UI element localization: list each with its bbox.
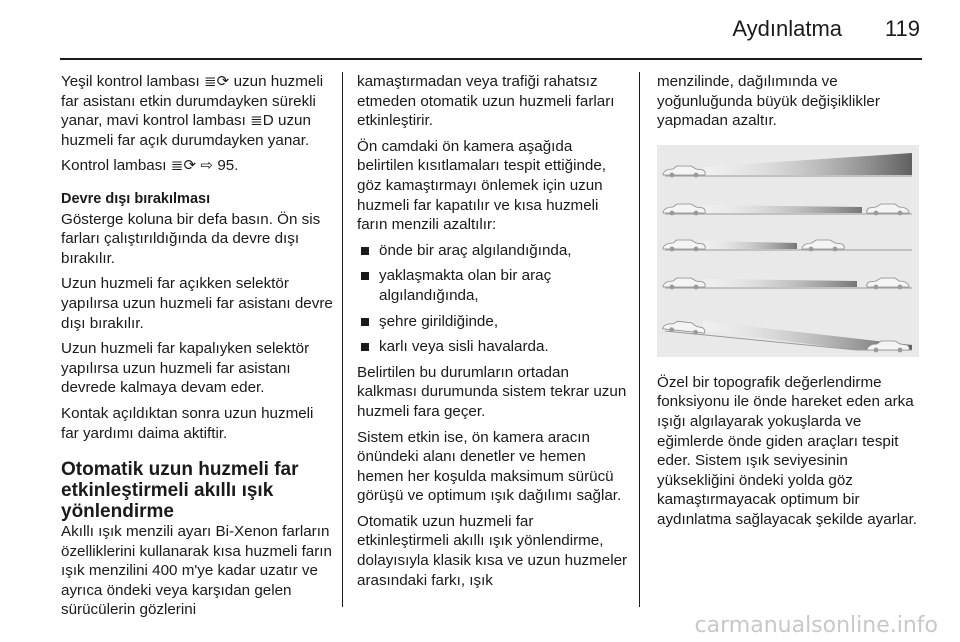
paragraph: Otomatik uzun huzmeli far etkinleştirmeli akıllı ışık yönlendirme, dolayısıyla klasik kısa ve uzun huzmeler arasındaki farkı, ışık xyxy=(357,512,628,589)
column-divider xyxy=(342,72,343,607)
scene-2 xyxy=(663,204,912,215)
list-item-text: önde bir araç algılandığında, xyxy=(379,241,572,259)
paragraph: Akıllı ışık menzili ayarı Bi-Xenon farların özelliklerini kullanarak kısa huzmeli farın ışık menzilini 400 m'ye kadar uzatır ve ayrıca öndeki veya karşıdan gelen sürücülerin gözlerini xyxy=(61,523,332,619)
column-divider xyxy=(639,72,640,607)
scene-4 xyxy=(663,278,912,289)
bullet-icon xyxy=(361,247,369,255)
chapter-title: Aydınlatma xyxy=(732,16,842,41)
column-3 xyxy=(657,72,923,536)
watermark: carmanualsonline.info xyxy=(694,613,938,638)
paragraph: menzilinde, dağılımında ve yoğunluğunda büyük değişiklikler yapmadan azaltır. xyxy=(657,73,880,130)
paragraph: Gösterge koluna bir defa basın. Ön sis farları çalıştırıldığında da devre dışı bırakılır. xyxy=(61,210,321,267)
bullet-icon xyxy=(361,318,369,326)
section-heading: Otomatik uzun huzmeli far etkinleştirmeli akıllı ışık yönlendirme xyxy=(61,459,299,523)
bullet-icon xyxy=(361,343,369,351)
paragraph: Belirtilen bu durumların ortadan kalkması durumunda sistem tekrar uzun huzmeli fara geçer. xyxy=(357,363,627,420)
light-beam-illustration xyxy=(657,145,919,357)
beam-diagram xyxy=(657,145,919,357)
paragraph: Özel bir topografik değerlendirme fonksiyonu ile önde hareket eden arka ışığı algılayarak yokuşlarda ve eğimlerde önde giden araçları tespit eder. Sistem ışık seviyesinin yüksekliğini öndeki yolda göz kamaştırmayacak optimum bir aydınlatma sağlayacak şekilde ayarlar. xyxy=(657,373,918,528)
page-number: 119 xyxy=(884,16,920,41)
subheading-disable: Devre dışı bırakılması xyxy=(61,190,211,207)
list-item xyxy=(357,241,629,261)
list-item xyxy=(357,266,629,305)
list-item xyxy=(357,337,629,357)
conditions-list xyxy=(357,241,629,357)
scene-1 xyxy=(663,153,912,177)
list-item-text: karlı veya sisli havalarda. xyxy=(379,338,549,356)
paragraph: Uzun huzmeli far açıkken selektör yapılırsa uzun huzmeli far asistanı devre dışı bırakılır. xyxy=(61,275,333,332)
paragraph: kamaştırmadan veya trafiği rahatsız etmeden otomatik uzun huzmeli farları etkinleştirir. xyxy=(357,73,615,130)
page-header xyxy=(0,0,960,58)
list-item-text: şehre girildiğinde, xyxy=(379,312,499,330)
scene-3 xyxy=(663,240,912,251)
paragraph: Yeşil kontrol lambası ≣⟳ uzun huzmeli far asistanı etkin durumdayken sürekli yanar, mavi kontrol lambası ≣D uzun huzmeli far açık durumdayken yanar. xyxy=(61,73,324,149)
paragraph: Sistem etkin ise, ön kamera aracın önündeki alanı denetler ve hemen hemen her koşulda maksimum sürücü görüşü ve optimum ışık dağılımı sağlar. xyxy=(357,428,622,505)
paragraph: Kontak açıldıktan sonra uzun huzmeli far yardımı daima aktiftir. xyxy=(61,404,314,442)
bullet-icon xyxy=(361,272,369,280)
scene-5 xyxy=(662,320,912,353)
list-item xyxy=(357,312,629,332)
header-rule xyxy=(60,58,922,60)
column-1 xyxy=(61,72,333,626)
column-2 xyxy=(357,72,629,596)
paragraph: Uzun huzmeli far kapalıyken selektör yapılırsa uzun huzmeli far asistanı devrede kalmaya devam eder. xyxy=(61,340,310,397)
list-item-text: yaklaşmakta olan bir araç algılandığında, xyxy=(379,267,552,304)
paragraph: Kontrol lambası ≣⟳ ⇨ 95. xyxy=(61,157,239,175)
paragraph: Ön camdaki ön kamera aşağıda belirtilen kısıtlamaları tespit ettiğinde, göz kamaştırmayı önlemek için uzun huzmeli far kapatılır ve kısa huzmeli farın menzili azaltılır: xyxy=(357,137,607,234)
